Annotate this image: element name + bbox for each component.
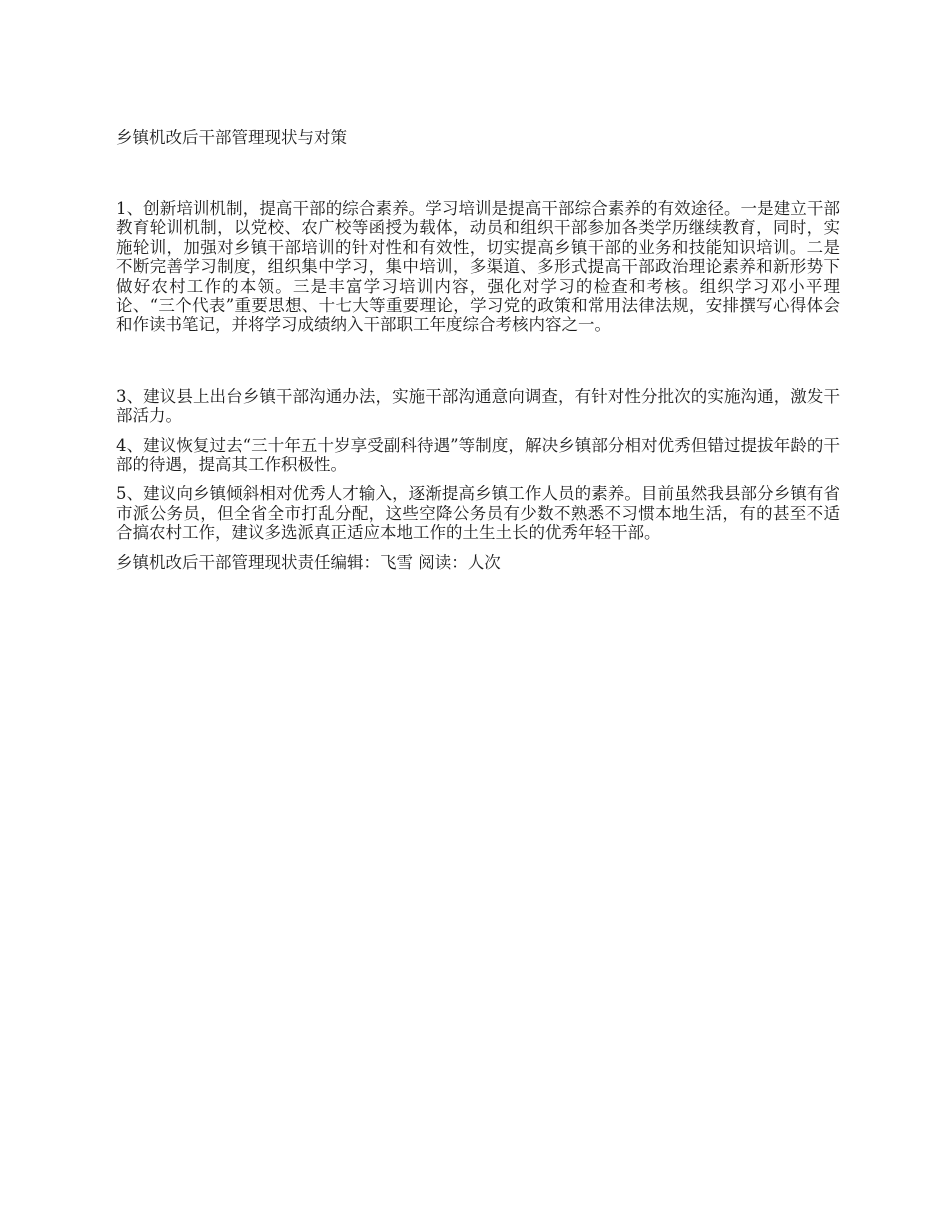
document-page: [116, 127, 840, 573]
paragraph-talent-input: 5、建议向乡镇倾斜相对优秀人才输入，逐渐提高乡镇工作人员的素养。目前虽然我县部分乡镇有省市派公务员，但全省全市打乱分配，这些空降公务员有少数不熟悉不习惯本地生活，有的甚至不适合搞农村工作，建议多选派真正适应本地工作的土生土长的优秀年轻干部。: [116, 484, 840, 543]
paragraph-restore-treatment: 4、建议恢复过去“三十年五十岁享受副科待遇”等制度，解决乡镇部分相对优秀但错过提拔年龄的干部的待遇，提高其工作积极性。: [116, 435, 840, 475]
editor-footer: 乡镇机改后干部管理现状责任编辑：飞雪 阅读：人次: [116, 552, 501, 572]
paragraph-training-mechanism: 1、创新培训机制，提高干部的综合素养。学习培训是提高干部综合素养的有效途径。一是建立干部教育轮训机制，以党校、农广校等函授为载体，动员和组织干部参加各类学历继续教育，同时，实施轮训，加强对乡镇干部培训的针对性和有效性，切实提高乡镇干部的业务和技能知识培训。二是不断完善学习制度，组织集中学习，集中培训，多渠道、多形式提高干部政治理论素养和新形势下做好农村工作的本领。三是丰富学习培训内容，强化对学习的检查和考核。组织学习邓小平理论、“三个代表”重要思想、十七大等重要理论，学习党的政策和常用法律法规，安排撰写心得体会和作读书笔记，并将学习成绩纳入干部职工年度综合考核内容之一。: [116, 199, 840, 335]
document-title: 乡镇机改后干部管理现状与对策: [116, 128, 347, 147]
paragraph-communication-method: 3、建议县上出台乡镇干部沟通办法，实施干部沟通意向调查，有针对性分批次的实施沟通，激发干部活力。: [116, 386, 840, 426]
